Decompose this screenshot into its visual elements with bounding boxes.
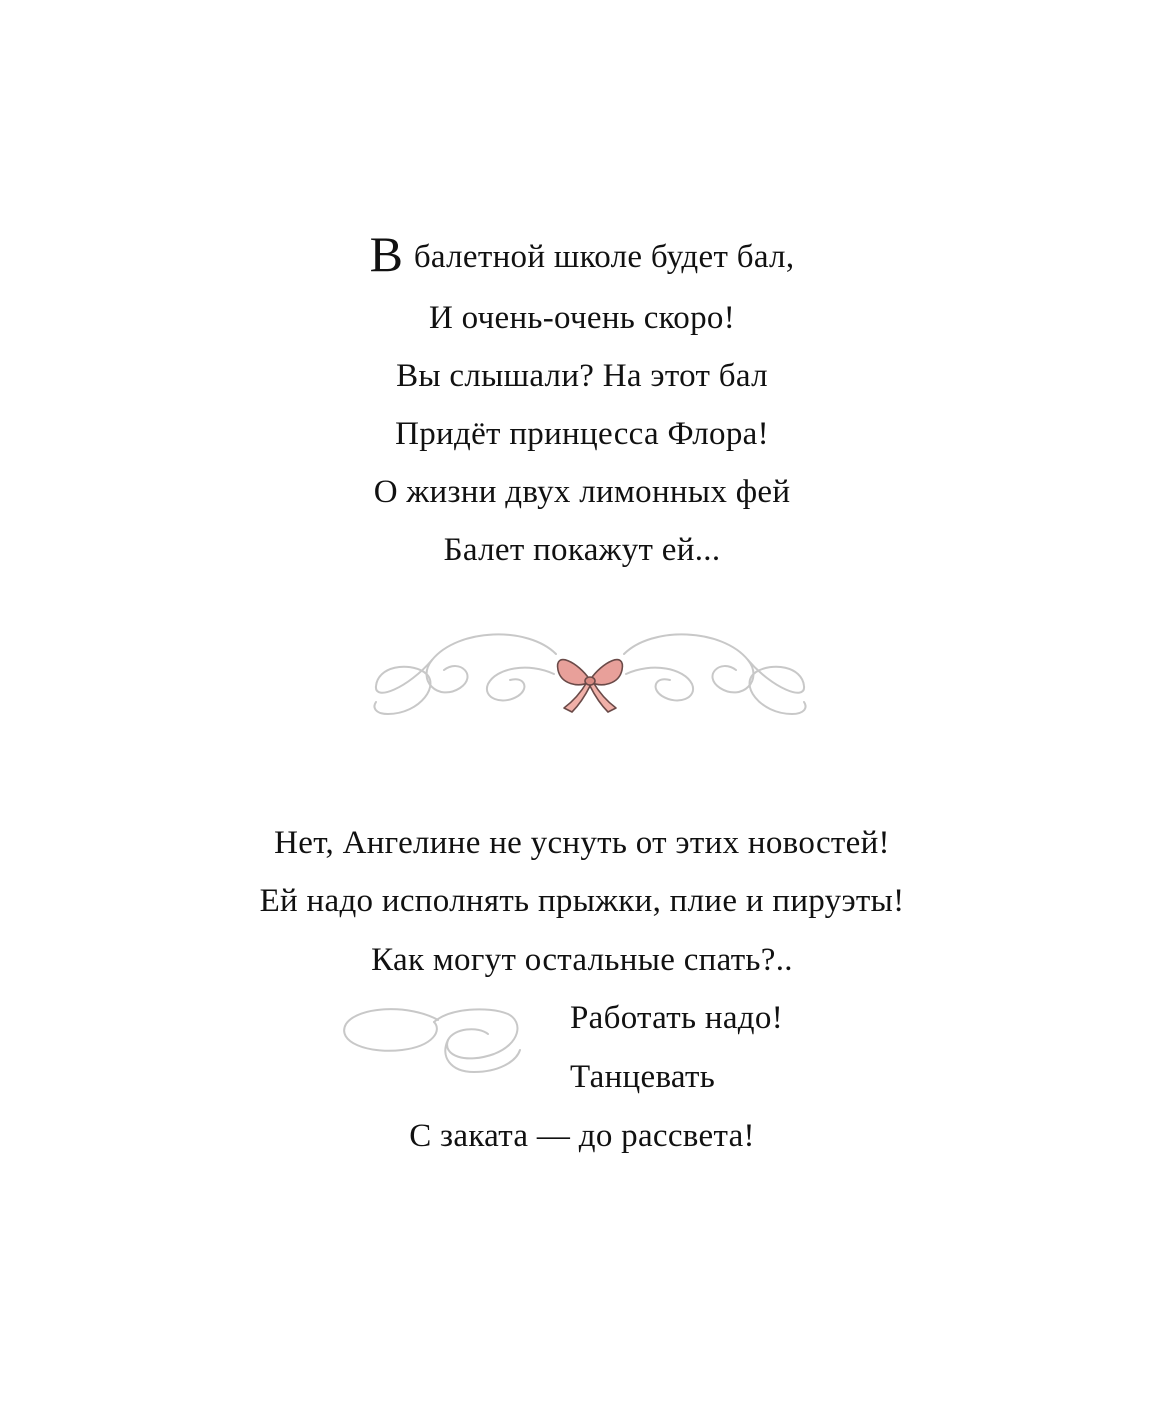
swirl-divider-with-bow (368, 622, 812, 732)
poem-line-8: Ей надо исполнять прыжки, плие и пируэты! (259, 883, 905, 919)
poem-line-11: Танцевать (570, 1059, 716, 1095)
poem-line-6: Балет покажут ей... (443, 532, 721, 568)
poem-line-2: И очень-очень скоро! (428, 300, 735, 336)
bow-icon (558, 660, 623, 712)
poem-line-7: Нет, Ангелине не уснуть от этих новостей! (274, 825, 890, 861)
poem-line-9: Как могут остальные спать?.. (371, 942, 793, 978)
poem-line-3: Вы слышали? На этот бал (396, 358, 768, 394)
poem-line-1-text: балетной школе будет бал, (405, 239, 795, 275)
poem-line-10: Работать надо! (570, 1000, 783, 1036)
poem-line-1 (0, 226, 1164, 282)
poem-line-5: О жизни двух лимонных фей (373, 474, 791, 510)
poem-line-12: С заката — до рассвета! (409, 1118, 755, 1154)
poem-line-4: Придёт принцесса Флора! (395, 416, 769, 452)
drop-cap: В (369, 226, 404, 282)
swirl-flourish (338, 1000, 528, 1080)
